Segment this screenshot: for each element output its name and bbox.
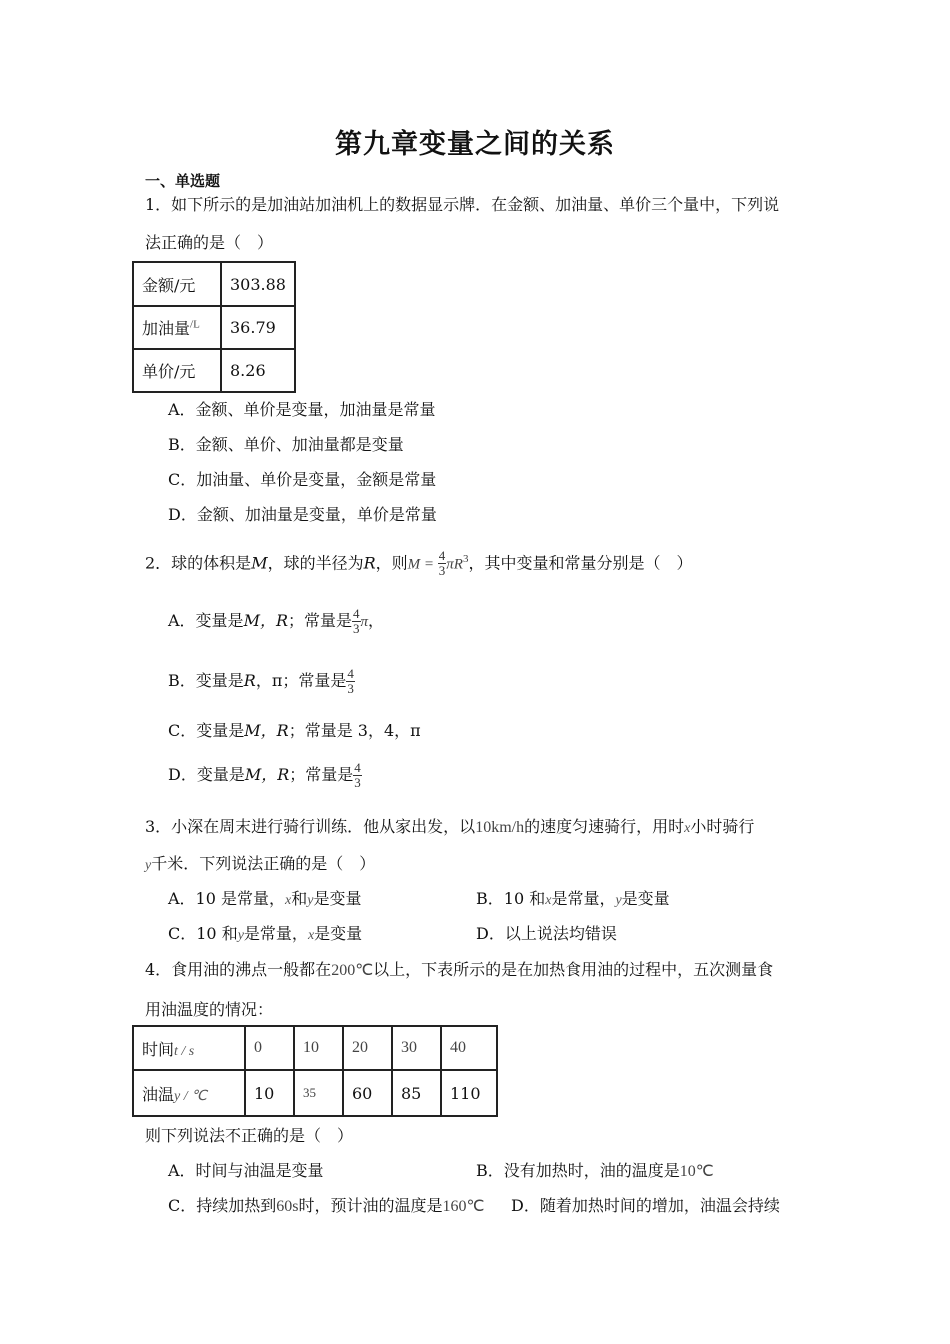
option-text: 是常量， xyxy=(243,924,308,943)
q4-stem-line2: 用油温度的情况： xyxy=(145,1000,274,1019)
q3-option-b xyxy=(476,886,670,909)
table-row xyxy=(133,306,295,349)
q3-stem-line2 xyxy=(145,851,375,874)
var-x: x xyxy=(307,928,315,943)
fraction-numerator: 4 xyxy=(353,606,360,621)
table-cell: 35 xyxy=(294,1070,343,1116)
q3-stem-line1 xyxy=(145,814,754,837)
table-row xyxy=(133,262,295,306)
table-cell-value: 303.88 xyxy=(221,262,295,306)
q3-text: 千米．下列说法正确的是（ ） xyxy=(151,854,376,873)
fraction-denominator: 3 xyxy=(354,775,361,790)
q4-option-c xyxy=(168,1193,484,1216)
q4-option-b xyxy=(476,1158,714,1181)
var-y: y xyxy=(237,928,244,943)
q1-stem-line2: 法正确的是（ ） xyxy=(145,233,274,252)
table-cell: 110 xyxy=(441,1070,497,1116)
q2-text: 2．球的体积是 xyxy=(145,553,252,573)
q4-option-a: A．时间与油温是变量 xyxy=(168,1161,324,1180)
q2-stem xyxy=(145,536,692,587)
fraction-numerator: 4 xyxy=(347,666,354,681)
pi-symbol: π xyxy=(360,614,369,630)
boil-temp: 200℃ xyxy=(331,962,374,979)
speed-value: 10km/h xyxy=(475,819,525,836)
q3-text: 小时骑行 xyxy=(690,817,755,836)
table-header-cell xyxy=(133,1026,245,1070)
option-text: ；常量是 3，4，π xyxy=(288,721,421,740)
fraction xyxy=(438,549,447,578)
fraction xyxy=(346,667,355,696)
table-cell: 60 xyxy=(343,1070,392,1116)
table-cell: 10 xyxy=(245,1070,294,1116)
table-row xyxy=(133,349,295,392)
option-text: C．变量是 xyxy=(168,721,245,740)
table-cell-label xyxy=(133,306,221,349)
var-y: y xyxy=(145,858,152,873)
table-cell-value: 36.79 xyxy=(221,306,295,349)
q2-text: ，其中变量和常量分别是（ ） xyxy=(468,553,693,573)
option-text: B．10 和 xyxy=(476,889,546,908)
option-text: C．持续加热到 xyxy=(168,1196,277,1215)
option-text: 是变量 xyxy=(621,889,670,908)
table-header-cell xyxy=(133,1070,245,1116)
unit-text: /L xyxy=(190,318,200,331)
q3-text: 3．小深在周末进行骑行训练．他从家出发，以 xyxy=(145,817,476,836)
var-x: x xyxy=(545,893,552,908)
formula-exponent: 3 xyxy=(462,553,469,565)
var-m: M xyxy=(251,553,268,573)
row-unit: y / ℃ xyxy=(174,1088,207,1104)
option-text: ，π；常量是 xyxy=(255,671,347,690)
option-vars: M，R xyxy=(244,765,290,784)
formula-lhs: M = xyxy=(407,556,438,573)
table-cell-label: 金额/元 xyxy=(133,262,221,306)
table-cell-label: 单价/元 xyxy=(133,349,221,392)
fraction-denominator: 3 xyxy=(347,681,354,696)
row-unit: t / s xyxy=(174,1043,195,1059)
var-y: y xyxy=(615,893,622,908)
page-title: 第九章变量之间的关系 xyxy=(335,129,615,160)
fraction xyxy=(352,607,361,636)
q1-price-table xyxy=(132,261,296,393)
var-y: y xyxy=(307,893,314,908)
table-cell: 30 xyxy=(392,1026,441,1070)
var-r: R xyxy=(363,553,376,573)
option-text: 时，预计油的温度是 xyxy=(298,1196,443,1215)
temp-value: 10℃ xyxy=(679,1163,714,1180)
option-vars: R xyxy=(243,671,256,690)
q2-option-a xyxy=(168,598,384,645)
option-text: ；常量是 xyxy=(288,611,353,630)
table-cell: 85 xyxy=(392,1070,441,1116)
q2-option-c xyxy=(168,718,421,741)
q2-option-d xyxy=(168,752,362,798)
q2-text: ，球的半径为 xyxy=(267,553,364,573)
option-text: 是变量 xyxy=(314,924,363,943)
q3-option-a xyxy=(168,886,361,909)
q3-text: 的速度匀速骑行，用时 xyxy=(524,817,685,836)
table-cell: 0 xyxy=(245,1026,294,1070)
q4-option-d: D．随着加热时间的增加，油温会持续 xyxy=(511,1196,780,1215)
fraction-numerator: 4 xyxy=(354,760,361,775)
option-vars: M，R xyxy=(243,611,288,630)
fraction-denominator: 3 xyxy=(438,563,446,579)
table-cell: 40 xyxy=(441,1026,497,1070)
option-vars: M，R xyxy=(244,721,289,740)
row-label: 油温 xyxy=(142,1084,175,1104)
option-text: 和 xyxy=(291,889,308,908)
table-cell: 20 xyxy=(343,1026,392,1070)
option-text: C．10 和 xyxy=(168,924,238,943)
option-text: B．没有加热时，油的温度是 xyxy=(476,1161,680,1180)
row-label: 时间 xyxy=(142,1039,175,1059)
var-x: x xyxy=(285,893,292,908)
q2-option-b xyxy=(168,658,355,704)
option-text: A．10 是常量， xyxy=(168,889,286,908)
q1-stem-line1: 1．如下所示的是加油站加油机上的数据显示牌．在金额、加油量、单价三个量中，下列说 xyxy=(145,195,780,214)
option-text: A．变量是 xyxy=(168,611,244,630)
option-text: 是变量 xyxy=(313,889,362,908)
table-row xyxy=(133,1026,497,1070)
table-cell: 10 xyxy=(294,1026,343,1070)
label-text: 加油量 xyxy=(142,319,191,338)
section-heading: 一、单选题 xyxy=(145,172,221,190)
var-x: x xyxy=(684,821,691,836)
q4-text: 以上，下表所示的是在加热食用油的过程中，五次测量食 xyxy=(373,960,774,979)
q4-question: 则下列说法不正确的是（ ） xyxy=(145,1126,354,1145)
q1-option-d: D．金额、加油量是变量，单价是常量 xyxy=(168,505,437,524)
table-cell-value: 8.26 xyxy=(221,349,295,392)
option-text: B．变量是 xyxy=(168,671,244,690)
option-text: 是常量， xyxy=(551,889,616,908)
formula-rhs: πR xyxy=(446,556,463,573)
option-text: D．变量是 xyxy=(168,765,245,784)
fraction-numerator: 4 xyxy=(438,548,446,564)
q1-option-c: C．加油量、单价是变量，金额是常量 xyxy=(168,470,437,489)
q4-text: 4．食用油的沸点一般都在 xyxy=(145,960,332,979)
option-text: ， xyxy=(368,611,385,630)
table-row xyxy=(133,1070,497,1116)
q1-option-b: B．金额、单价、加油量都是变量 xyxy=(168,435,404,454)
fraction-denominator: 3 xyxy=(353,621,360,636)
time-value: 60s xyxy=(276,1198,299,1215)
q3-option-c xyxy=(168,921,362,944)
q4-temperature-table xyxy=(132,1025,498,1117)
q1-option-a: A．金额、单价是变量，加油量是常量 xyxy=(168,400,436,419)
fraction xyxy=(353,761,362,790)
option-text: ；常量是 xyxy=(289,765,354,784)
q3-option-d: D．以上说法均错误 xyxy=(476,924,617,943)
q4-stem-line1 xyxy=(145,957,773,980)
q2-text: ，则 xyxy=(375,553,408,573)
temp-value: 160℃ xyxy=(442,1198,485,1215)
